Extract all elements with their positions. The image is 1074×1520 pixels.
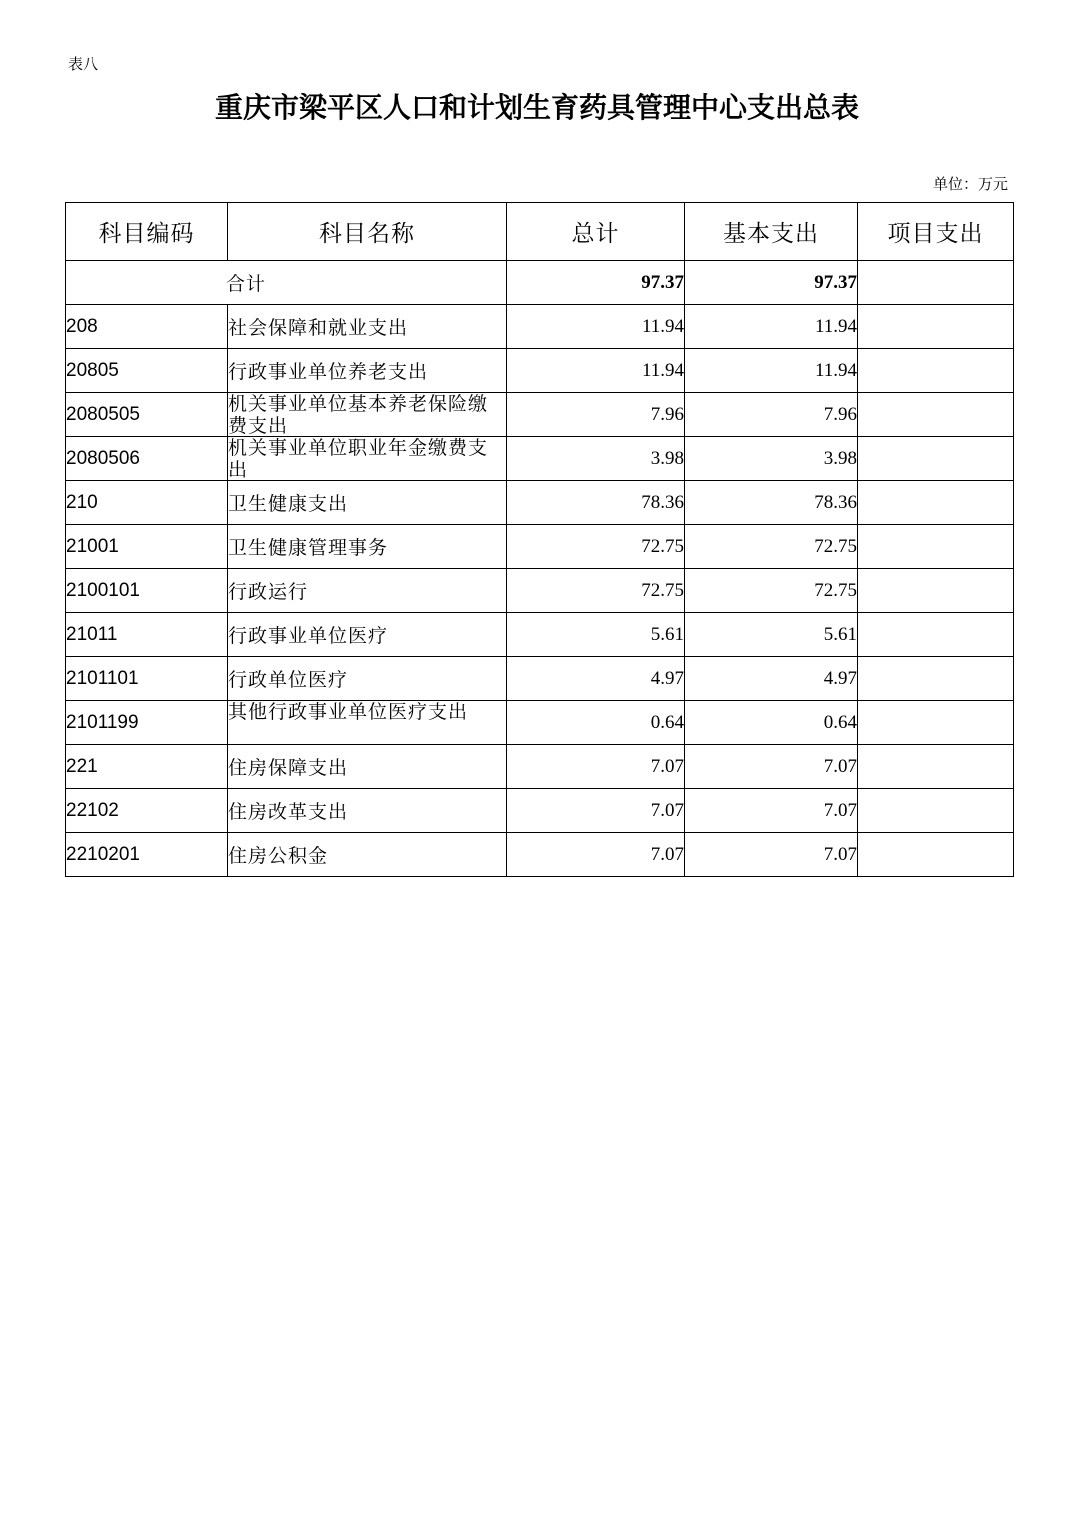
table-row (66, 525, 1014, 569)
row-name: 住房保障支出 (228, 745, 507, 789)
row-code: 210 (66, 481, 228, 525)
total-basic-value: 97.37 (685, 261, 858, 305)
row-name: 卫生健康支出 (228, 481, 507, 525)
row-total-value: 11.94 (507, 349, 685, 393)
row-total-value: 7.07 (507, 745, 685, 789)
row-code: 21011 (66, 613, 228, 657)
expenditure-table (65, 202, 1014, 877)
row-name: 住房公积金 (228, 833, 507, 877)
row-basic-value: 11.94 (685, 349, 858, 393)
row-basic-value: 7.07 (685, 745, 858, 789)
table-row (66, 393, 1014, 437)
row-code: 221 (66, 745, 228, 789)
row-name (228, 393, 507, 437)
row-project-value (858, 745, 1014, 789)
total-label: 合计 (66, 261, 507, 305)
table-header-row (66, 203, 1014, 261)
row-total-value: 0.64 (507, 701, 685, 745)
total-total-value: 97.37 (507, 261, 685, 305)
header-project: 项目支出 (858, 203, 1014, 261)
row-basic-value: 0.64 (685, 701, 858, 745)
row-basic-value: 78.36 (685, 481, 858, 525)
row-code: 208 (66, 305, 228, 349)
row-name-text: 其他行政事业单位医疗支出 (228, 701, 469, 723)
row-project-value (858, 701, 1014, 745)
row-total-value: 78.36 (507, 481, 685, 525)
row-basic-value: 5.61 (685, 613, 858, 657)
row-project-value (858, 657, 1014, 701)
total-row (66, 261, 1014, 305)
row-total-value: 4.97 (507, 657, 685, 701)
row-basic-value: 72.75 (685, 569, 858, 613)
row-basic-value: 3.98 (685, 437, 858, 481)
table-row (66, 305, 1014, 349)
row-name (228, 701, 507, 745)
table-row (66, 349, 1014, 393)
row-total-value: 7.96 (507, 393, 685, 437)
row-name: 行政事业单位养老支出 (228, 349, 507, 393)
row-name: 住房改革支出 (228, 789, 507, 833)
table-row (66, 789, 1014, 833)
row-total-value: 3.98 (507, 437, 685, 481)
row-total-value: 7.07 (507, 833, 685, 877)
table-row (66, 569, 1014, 613)
row-project-value (858, 437, 1014, 481)
row-name: 卫生健康管理事务 (228, 525, 507, 569)
row-project-value (858, 569, 1014, 613)
row-project-value (858, 305, 1014, 349)
row-code: 2100101 (66, 569, 228, 613)
row-name: 行政事业单位医疗 (228, 613, 507, 657)
row-project-value (858, 525, 1014, 569)
row-code: 2080505 (66, 393, 228, 437)
row-total-value: 5.61 (507, 613, 685, 657)
sheet-label: 表八 (68, 55, 99, 73)
row-project-value (858, 833, 1014, 877)
table-row (66, 613, 1014, 657)
row-name (228, 437, 507, 481)
row-basic-value: 7.96 (685, 393, 858, 437)
row-basic-value: 7.07 (685, 833, 858, 877)
row-code: 22102 (66, 789, 228, 833)
table-row (66, 481, 1014, 525)
table-row (66, 745, 1014, 789)
row-project-value (858, 349, 1014, 393)
row-total-value: 11.94 (507, 305, 685, 349)
row-name: 行政单位医疗 (228, 657, 507, 701)
row-project-value (858, 481, 1014, 525)
row-code: 2080506 (66, 437, 228, 481)
row-basic-value: 7.07 (685, 789, 858, 833)
header-total: 总计 (507, 203, 685, 261)
row-basic-value: 11.94 (685, 305, 858, 349)
page-title: 重庆市梁平区人口和计划生育药具管理中心支出总表 (214, 91, 859, 124)
total-project-value (858, 261, 1014, 305)
table-row (66, 833, 1014, 877)
row-name: 行政运行 (228, 569, 507, 613)
row-total-value: 7.07 (507, 789, 685, 833)
row-total-value: 72.75 (507, 569, 685, 613)
table-row (66, 437, 1014, 481)
row-code: 2210201 (66, 833, 228, 877)
row-code: 21001 (66, 525, 228, 569)
row-basic-value: 4.97 (685, 657, 858, 701)
row-total-value: 72.75 (507, 525, 685, 569)
row-basic-value: 72.75 (685, 525, 858, 569)
row-project-value (858, 789, 1014, 833)
table-row (66, 657, 1014, 701)
row-name-text: 机关事业单位基本养老保险缴费支出 (228, 393, 489, 436)
header-name: 科目名称 (228, 203, 507, 261)
row-name-text: 机关事业单位职业年金缴费支出 (228, 437, 489, 480)
header-basic: 基本支出 (685, 203, 858, 261)
unit-label: 单位：万元 (932, 175, 1008, 193)
row-project-value (858, 613, 1014, 657)
row-code: 20805 (66, 349, 228, 393)
table-row (66, 701, 1014, 745)
row-code: 2101101 (66, 657, 228, 701)
row-project-value (858, 393, 1014, 437)
row-name: 社会保障和就业支出 (228, 305, 507, 349)
header-code: 科目编码 (66, 203, 228, 261)
row-code: 2101199 (66, 701, 228, 745)
